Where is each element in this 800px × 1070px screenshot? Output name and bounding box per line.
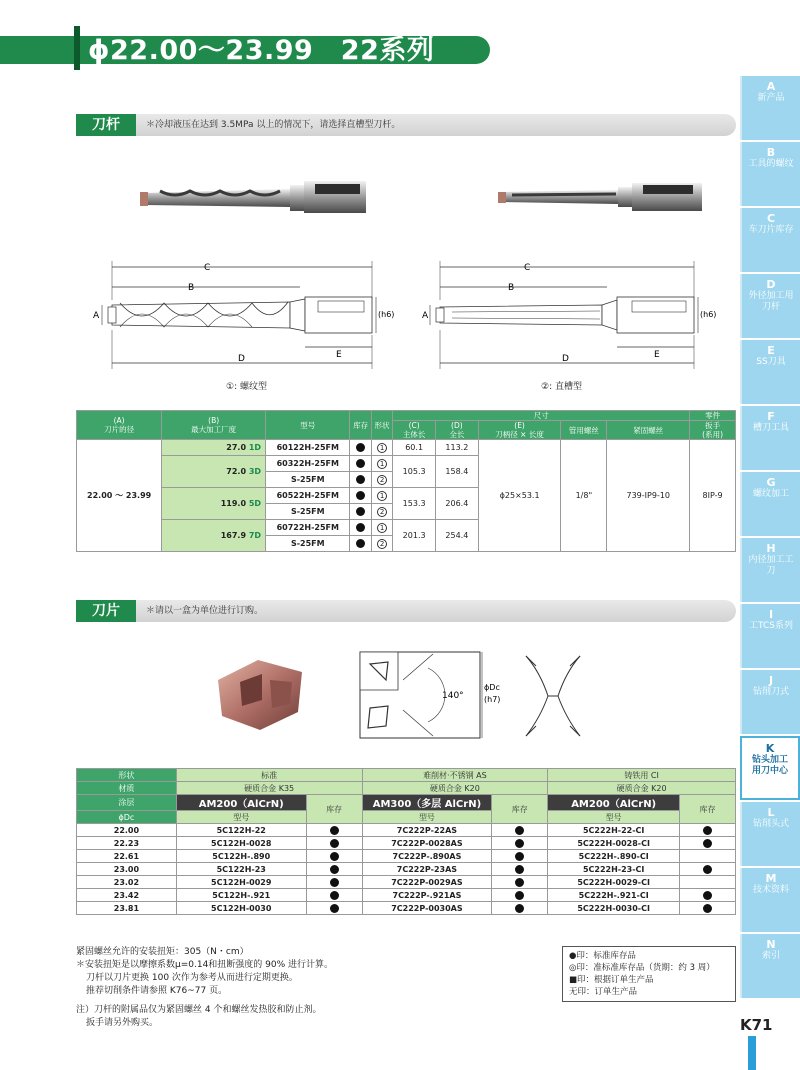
footnotes [76, 946, 333, 1030]
straight-caption: ②: 直槽型 [541, 382, 582, 392]
material-as: 硬质合金 K20 [362, 782, 548, 795]
c-cell: 60.1 [393, 440, 436, 456]
stock-cell [492, 863, 548, 876]
tab-label: 槽刀工具 [752, 423, 789, 433]
tab-letter: J [768, 674, 774, 687]
th-stock: 库存 [350, 411, 371, 440]
dim-c2-label: C [524, 263, 531, 273]
table-row [77, 902, 736, 915]
note-accessories: 注）刀杆的附属品仅为紧固螺丝 4 个和螺丝发热胶和防止剂。 [76, 1005, 322, 1015]
b-cell: 167.9 7D [162, 520, 266, 552]
table-row [77, 850, 736, 863]
dim-a2-label: A [422, 311, 429, 321]
stock-cell [492, 876, 548, 889]
stock-dot-icon [330, 826, 339, 835]
stock-cell [680, 824, 736, 837]
model-cell: 5C122H-0030 [176, 902, 306, 915]
stock-cell [306, 863, 362, 876]
th-shape: 形状 [371, 411, 392, 440]
page-stripe [748, 1036, 756, 1070]
tab-letter: A [766, 80, 776, 93]
stock-cell [680, 863, 736, 876]
table-row [77, 824, 736, 837]
holder-section-note: ＊冷却液压在达到 3.5MPa 以上的情况下，请选择直槽型刀杆。 [146, 120, 401, 130]
stock-cell [680, 876, 736, 889]
b-cell: 27.0 1D [162, 440, 266, 456]
dim-h6-label: (h6) [378, 310, 395, 319]
side-tab-j[interactable] [740, 670, 800, 734]
tab-letter: H [766, 542, 776, 555]
stock-label: 库存 [492, 795, 548, 824]
model-cell: S-25FM [266, 504, 350, 520]
model-cell: 5C222H-0028-CI [548, 837, 680, 850]
stock-dot-icon [703, 865, 712, 874]
tab-letter: G [766, 476, 776, 489]
straight-holder-photo [498, 180, 710, 215]
tab-letter: D [766, 278, 776, 291]
wrench-cell: 8IP-9 [690, 440, 736, 552]
dim-d-label: D [238, 354, 245, 364]
insert-section-tag: 刀片 [76, 600, 136, 622]
d-cell: 206.4 [435, 488, 478, 520]
model-label: 型号 [548, 811, 680, 824]
tab-letter: E [767, 344, 775, 357]
material-std: 硬质合金 K35 [176, 782, 362, 795]
dc-cell: 23.00 [77, 863, 177, 876]
legend-item: ■印：根据订单生产品 [569, 975, 654, 985]
th-coolant: 管用螺丝 [561, 421, 607, 440]
tab-letter: I [768, 608, 774, 621]
tab-letter: F [767, 410, 775, 423]
coating-ci: AM200（AlCrN) [548, 795, 680, 811]
side-tab-d[interactable] [740, 274, 800, 338]
model-cell: 5C222H-23-CI [548, 863, 680, 876]
insert-angle-label: 140° [442, 691, 464, 701]
side-index-tabs [740, 76, 800, 1000]
dc-label: ϕDc [77, 811, 177, 824]
th-c: (C) 主体长 [393, 421, 436, 440]
dim-e-label: E [336, 350, 342, 360]
tab-letter: N [766, 938, 776, 951]
shape-cell: 1 [371, 456, 392, 472]
table-row [77, 876, 736, 889]
model-cell: 5C222H-22-CI [548, 824, 680, 837]
legend-item: 无印：订单生产品 [569, 987, 638, 997]
stock-cell [350, 472, 371, 488]
stock-dot-icon [703, 826, 712, 835]
dim-b-label: B [188, 283, 195, 293]
tab-letter: L [767, 806, 775, 819]
tab-label: 钻削头式 [752, 819, 789, 829]
note-torque: 紧固螺丝允许的安装扭矩：305（N・cm） [76, 947, 249, 957]
stock-cell [306, 837, 362, 850]
c-cell: 153.3 [393, 488, 436, 520]
header-banner [0, 26, 490, 70]
coating-as: AM300（多层 AlCrN) [362, 795, 492, 811]
model-cell: 5C122H-0029 [176, 876, 306, 889]
shape-cell: 2 [371, 504, 392, 520]
insert-drawing [358, 650, 508, 740]
th-parts-group: 零件 [690, 411, 736, 421]
side-tab-l[interactable] [740, 802, 800, 866]
tab-letter: C [766, 212, 776, 225]
model-cell: 5C222H-0030-CI [548, 902, 680, 915]
tab-letter: M [765, 872, 777, 885]
table-row [77, 837, 736, 850]
stock-dot-icon [330, 852, 339, 861]
stock-cell [350, 504, 371, 520]
tab-label: 螺纹加工 [752, 489, 789, 499]
stock-legend [562, 946, 736, 1002]
side-tab-f[interactable] [740, 406, 800, 470]
model-cell: S-25FM [266, 536, 350, 552]
stock-cell [306, 850, 362, 863]
side-tab-i[interactable] [740, 604, 800, 668]
range-cell: 22.00 ～ 23.99 [77, 440, 162, 552]
dc-cell: 22.00 [77, 824, 177, 837]
page-number: K71 [740, 1016, 773, 1034]
th-e: (E) 刀柄径 × 长度 [478, 421, 561, 440]
stock-cell [492, 824, 548, 837]
model-cell: 60322H-25FM [266, 456, 350, 472]
note-torque-basis: ＊安装扭矩是以摩擦系数μ=0.14和扭断强度的 90% 进行计算。 [76, 960, 334, 970]
holder-section-tag: 刀杆 [76, 114, 136, 136]
note-conditions: 推荐切削条件请参照 K76~77 页。 [86, 986, 228, 996]
b-cell: 72.0 3D [162, 456, 266, 488]
th-b: (B) 最大加工厂度 [162, 411, 266, 440]
insert-table [76, 768, 736, 915]
straight-holder-drawing [422, 255, 722, 375]
model-cell: 7C222P-23AS [362, 863, 492, 876]
model-cell: 60122H-25FM [266, 440, 350, 456]
tab-label: 索引 [761, 951, 780, 961]
model-cell: 7C222P-.921AS [362, 889, 492, 902]
stock-cell [306, 876, 362, 889]
stock-cell [350, 440, 371, 456]
stock-dot-icon [703, 904, 712, 913]
model-cell: 5C122H-23 [176, 863, 306, 876]
tab-label: 外径加工用刀杆 [748, 291, 794, 312]
dim-d2-label: D [562, 354, 569, 364]
insert-tol-label: (h7) [484, 695, 501, 704]
b-cell: 119.0 5D [162, 488, 266, 520]
shape-cell: 1 [371, 520, 392, 536]
stock-dot-icon [515, 878, 524, 887]
insert-side-view [518, 652, 588, 742]
stock-cell [306, 902, 362, 915]
d-cell: 113.2 [435, 440, 478, 456]
th-screw: 紧固螺丝 [607, 421, 690, 440]
tab-label: 钻削刀式 [752, 687, 789, 697]
model-label: 型号 [362, 811, 492, 824]
side-tab-h[interactable] [740, 538, 800, 602]
stock-dot-icon [515, 852, 524, 861]
shape-as: 难削材·不锈钢 AS [362, 769, 548, 782]
th-size-group: 尺寸 [393, 411, 690, 421]
pipe-cell: 1/8" [561, 440, 607, 552]
stock-cell [306, 824, 362, 837]
c-cell: 105.3 [393, 456, 436, 488]
stock-cell [350, 520, 371, 536]
side-tab-g[interactable] [740, 472, 800, 536]
insert-section-bar [76, 600, 736, 622]
dc-cell: 23.02 [77, 876, 177, 889]
model-cell: 7C222P-0029AS [362, 876, 492, 889]
tab-label: 钻头加工用刀中心 [751, 755, 788, 776]
legend-item: ◎印：准标准库存品（货期：约 3 周） [569, 963, 715, 973]
note-replace: 刀杆以刀片更换 100 次作为参考从而进行定期更换。 [86, 973, 298, 983]
shape-std: 标准 [176, 769, 362, 782]
th-wrench: 扳手 (系用) [690, 421, 736, 440]
d-cell: 158.4 [435, 456, 478, 488]
stock-dot-icon [330, 865, 339, 874]
side-tab-e[interactable] [740, 340, 800, 404]
stock-cell [492, 889, 548, 902]
stock-cell [492, 902, 548, 915]
th-d: (D) 全长 [435, 421, 478, 440]
model-cell: 5C222H-.921-CI [548, 889, 680, 902]
holder-table [76, 410, 736, 552]
shape-cell: 1 [371, 488, 392, 504]
model-cell: 5C222H-.890-CI [548, 850, 680, 863]
dc-cell: 23.42 [77, 889, 177, 902]
insert-section-note: ＊请以一盒为单位进行订购。 [146, 606, 264, 616]
dim-a-label: A [93, 311, 100, 321]
stock-cell [492, 837, 548, 850]
shape-label: 形状 [77, 769, 177, 782]
stock-dot-icon [703, 839, 712, 848]
model-cell: 7C222P-0028AS [362, 837, 492, 850]
dim-c-label: C [204, 263, 211, 273]
shape-ci: 铸铁用 CI [548, 769, 736, 782]
note-wrench: 扳手请另外购买。 [86, 1018, 159, 1028]
tab-label: 车刀片库存 [748, 225, 794, 235]
banner-accent [74, 26, 80, 70]
stock-cell [306, 889, 362, 902]
shank-cell: ϕ25×53.1 [478, 440, 561, 552]
model-cell: 60522H-25FM [266, 488, 350, 504]
tab-label: 工具的螺纹 [748, 159, 794, 169]
dim-h6b-label: (h6) [700, 310, 717, 319]
dim-b2-label: B [508, 283, 515, 293]
legend-item: ●印：标准库存品 [569, 951, 636, 961]
model-cell: 5C122H-22 [176, 824, 306, 837]
tab-label: 新产品 [757, 93, 785, 103]
coating-std: AM200（AlCrN) [176, 795, 306, 811]
stock-dot-icon [330, 904, 339, 913]
tab-letter: B [766, 146, 776, 159]
dc-cell: 23.81 [77, 902, 177, 915]
stock-dot-icon [515, 826, 524, 835]
stock-cell [350, 488, 371, 504]
stock-dot-icon [330, 891, 339, 900]
stock-dot-icon [515, 891, 524, 900]
side-tab-a[interactable] [740, 76, 800, 140]
stock-cell [350, 536, 371, 552]
shape-cell: 2 [371, 472, 392, 488]
th-model: 型号 [266, 411, 350, 440]
table-row [77, 863, 736, 876]
model-cell: 60722H-25FM [266, 520, 350, 536]
model-cell: 5C222H-0029-CI [548, 876, 680, 889]
side-tab-m[interactable] [740, 868, 800, 932]
c-cell: 201.3 [393, 520, 436, 552]
model-cell: 5C122H-0028 [176, 837, 306, 850]
stock-dot-icon [515, 865, 524, 874]
dc-cell: 22.61 [77, 850, 177, 863]
material-label: 材质 [77, 782, 177, 795]
spiral-caption: ①: 螺纹型 [226, 382, 267, 392]
stock-cell [680, 902, 736, 915]
th-a: (A) 刀片的径 [77, 411, 162, 440]
stock-dot-icon [515, 904, 524, 913]
stock-cell [680, 889, 736, 902]
screw-cell: 739-IP9-10 [607, 440, 690, 552]
holder-section-bar [76, 114, 736, 136]
model-cell: 5C122H-.890 [176, 850, 306, 863]
spiral-holder-drawing [90, 255, 395, 375]
side-tab-c[interactable] [740, 208, 800, 272]
table-row [77, 440, 736, 456]
stock-cell [680, 837, 736, 850]
stock-dot-icon [703, 891, 712, 900]
stock-dot-icon [330, 878, 339, 887]
dim-e2-label: E [654, 350, 660, 360]
stock-cell [492, 850, 548, 863]
stock-dot-icon [330, 839, 339, 848]
side-tab-k[interactable] [740, 736, 800, 800]
model-cell: 5C122H-.921 [176, 889, 306, 902]
tab-letter: K [765, 742, 775, 755]
model-label: 型号 [176, 811, 306, 824]
insert-dia-label: ϕDc [484, 683, 500, 692]
model-cell: 7C222P-22AS [362, 824, 492, 837]
stock-label: 库存 [680, 795, 736, 824]
coating-label: 涂层 [77, 795, 177, 811]
shape-cell: 1 [371, 440, 392, 456]
insert-photo [210, 652, 310, 734]
tab-label: 内径加工工刀 [748, 555, 794, 576]
stock-cell [680, 850, 736, 863]
model-cell: 7C222P-.890AS [362, 850, 492, 863]
model-cell: 7C222P-0030AS [362, 902, 492, 915]
stock-dot-icon [515, 839, 524, 848]
d-cell: 254.4 [435, 520, 478, 552]
tab-label: SS刀具 [756, 357, 786, 367]
side-tab-n[interactable] [740, 934, 800, 998]
stock-cell [350, 456, 371, 472]
side-tab-b[interactable] [740, 142, 800, 206]
page-title: ϕ22.00～23.99 22系列 [88, 35, 435, 66]
table-row [77, 889, 736, 902]
tab-label: 技术资料 [752, 885, 789, 895]
shape-cell: 2 [371, 536, 392, 552]
dc-cell: 22.23 [77, 837, 177, 850]
material-ci: 硬质合金 K20 [548, 782, 736, 795]
stock-label: 库存 [306, 795, 362, 824]
model-cell: S-25FM [266, 472, 350, 488]
tab-label: 工TCS系列 [749, 621, 793, 631]
spiral-holder-photo [140, 175, 370, 220]
